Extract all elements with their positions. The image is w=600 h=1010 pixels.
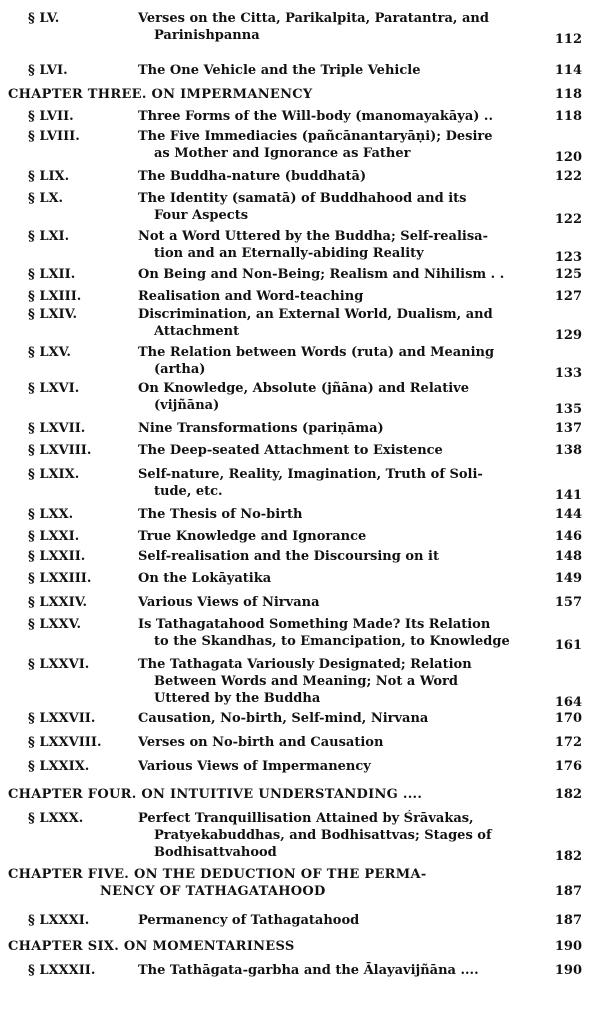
- section-number: § LXXX.: [28, 811, 84, 826]
- section-title: [138, 420, 546, 437]
- chapter-heading: [8, 86, 548, 103]
- section-title-line: Causation, No-birth, Self-mind, Nirvana: [138, 711, 429, 726]
- section-title-line: Pratyekabuddhas, and Bodhisattvas; Stages of: [154, 828, 492, 843]
- section-title-line: The Relation between Words (ruta) and Meaning: [138, 345, 495, 360]
- section-number: § LVI.: [28, 63, 68, 78]
- section-title: [138, 306, 546, 340]
- section-number: § LV.: [28, 11, 60, 26]
- section-title-line: to the Skandhas, to Emancipation, to Knowledge: [154, 634, 510, 649]
- page-number: 190: [554, 939, 582, 954]
- section-title: [138, 594, 546, 611]
- section-title: [138, 442, 546, 459]
- section-number: § LXXIX.: [28, 759, 90, 774]
- page-number: 118: [554, 87, 582, 102]
- section-number: § LXV.: [28, 345, 71, 360]
- section-title-line: as Mother and Ignorance as Father: [154, 146, 411, 161]
- section-title-line: True Knowledge and Ignorance: [138, 529, 367, 544]
- section-title-line: Discrimination, an External World, Dualism, and: [138, 307, 493, 322]
- section-number: § LVII.: [28, 109, 74, 124]
- section-title-line: The Identity (samatā) of Buddhahood and its: [138, 191, 467, 206]
- section-title: [138, 466, 546, 500]
- page-number: 182: [554, 787, 582, 802]
- chapter-heading-line: CHAPTER FIVE. ON THE DEDUCTION OF THE PERMA-: [8, 867, 427, 882]
- section-title: [138, 810, 546, 861]
- page-number: 164: [554, 695, 582, 710]
- section-title-line: The Buddha-nature (buddhatā): [138, 169, 367, 184]
- section-title: [138, 570, 546, 587]
- section-title: [138, 10, 546, 44]
- section-title: [138, 266, 546, 283]
- page-number: 125: [554, 267, 582, 282]
- section-number: § LXXVII.: [28, 711, 96, 726]
- page-number: 112: [554, 32, 582, 47]
- section-title-line: (vijñāna): [154, 398, 220, 413]
- page-number: 135: [554, 402, 582, 417]
- page-number: 148: [554, 549, 582, 564]
- page-number: 182: [554, 849, 582, 864]
- page-number: 122: [554, 169, 582, 184]
- section-number: § LXXIII.: [28, 571, 92, 586]
- section-number: § LXIX.: [28, 467, 80, 482]
- section-title-line: On the Lokāyatika: [138, 571, 272, 586]
- section-title-line: tude, etc.: [154, 484, 223, 499]
- page-number: 161: [554, 638, 582, 653]
- section-number: § LXIV.: [28, 307, 77, 322]
- section-title-line: Various Views of Impermanency: [138, 759, 371, 774]
- section-number: § LXXII.: [28, 549, 86, 564]
- section-title: [138, 128, 546, 162]
- page-number: 123: [554, 250, 582, 265]
- page-number: 146: [554, 529, 582, 544]
- page-number: 190: [554, 963, 582, 978]
- section-title: [138, 344, 546, 378]
- chapter-heading-line: NENCY OF TATHAGATAHOOD: [100, 884, 326, 899]
- section-title-line: Nine Transformations (pariṇāma): [138, 421, 384, 436]
- section-title-line: Bodhisattvahood: [154, 845, 277, 860]
- section-title-line: Uttered by the Buddha: [154, 691, 321, 706]
- section-title-line: The Deep-seated Attachment to Existence: [138, 443, 443, 458]
- page-number: 137: [554, 421, 582, 436]
- section-title-line: Is Tathagatahood Something Made? Its Relation: [138, 617, 491, 632]
- section-title-line: The One Vehicle and the Triple Vehicle: [138, 63, 421, 78]
- section-title-line: The Tathāgata-garbha and the Ālayavijñāna ....: [138, 963, 479, 978]
- section-title: [138, 758, 546, 775]
- chapter-heading: [8, 938, 548, 955]
- section-title: [138, 168, 546, 185]
- section-title: [138, 108, 546, 125]
- section-title-line: The Thesis of No-birth: [138, 507, 303, 522]
- section-title-line: The Tathagata Variously Designated; Relation: [138, 657, 472, 672]
- section-title: [138, 912, 546, 929]
- page-number: 122: [554, 212, 582, 227]
- section-number: § LXI.: [28, 229, 70, 244]
- section-title-line: Between Words and Meaning; Not a Word: [154, 674, 458, 689]
- chapter-heading-line: CHAPTER FOUR. ON INTUITIVE UNDERSTANDING ....: [8, 787, 423, 802]
- page-number: 114: [554, 63, 582, 78]
- section-title: [138, 710, 546, 727]
- section-title-line: The Five Immediacies (pañcānantaryāṇi); Desire: [138, 129, 493, 144]
- page-number: 133: [554, 366, 582, 381]
- page-number: 127: [554, 289, 582, 304]
- section-title-line: Self-realisation and the Discoursing on it: [138, 549, 439, 564]
- page-number: 129: [554, 328, 582, 343]
- section-number: § LXVII.: [28, 421, 86, 436]
- section-title: [138, 656, 546, 707]
- section-number: § LXXV.: [28, 617, 81, 632]
- section-title: [138, 288, 546, 305]
- section-title-line: Parinishpanna: [154, 28, 260, 43]
- section-title-line: Realisation and Word-teaching: [138, 289, 364, 304]
- page-number: 118: [554, 109, 582, 124]
- page-number: 176: [554, 759, 582, 774]
- page-number: 141: [554, 488, 582, 503]
- section-title: [138, 734, 546, 751]
- section-title-line: (artha): [154, 362, 206, 377]
- section-title: [138, 616, 546, 650]
- section-title-line: Self-nature, Reality, Imagination, Truth of Soli-: [138, 467, 483, 482]
- section-title: [138, 962, 546, 979]
- section-title-line: Permanency of Tathagatahood: [138, 913, 360, 928]
- section-number: § LVIII.: [28, 129, 80, 144]
- section-title-line: Three Forms of the Will-body (manomayakāya) ..: [138, 109, 493, 124]
- section-title-line: Verses on No-birth and Causation: [138, 735, 384, 750]
- section-title-line: Various Views of Nirvana: [138, 595, 320, 610]
- section-title-line: Attachment: [154, 324, 240, 339]
- section-number: § LX.: [28, 191, 64, 206]
- section-title: [138, 228, 546, 262]
- section-title: [138, 62, 546, 79]
- page-number: 144: [554, 507, 582, 522]
- section-number: § LXII.: [28, 267, 76, 282]
- section-number: § LXVI.: [28, 381, 80, 396]
- page-number: 157: [554, 595, 582, 610]
- section-number: § LXX.: [28, 507, 74, 522]
- section-title-line: On Knowledge, Absolute (jñāna) and Relative: [138, 381, 469, 396]
- page-number: 149: [554, 571, 582, 586]
- section-title: [138, 506, 546, 523]
- section-number: § LXVIII.: [28, 443, 92, 458]
- section-number: § LXXXI.: [28, 913, 90, 928]
- chapter-heading: [8, 866, 548, 900]
- page-number: 120: [554, 150, 582, 165]
- section-number: § LXXVI.: [28, 657, 90, 672]
- section-title-line: Not a Word Uttered by the Buddha; Self-realisa-: [138, 229, 488, 244]
- page-number: 187: [554, 913, 582, 928]
- section-title: [138, 380, 546, 414]
- section-number: § LXXIV.: [28, 595, 88, 610]
- section-title-line: Verses on the Citta, Parikalpita, Paratantra, and: [138, 11, 489, 26]
- section-title-line: tion and an Eternally-abiding Reality: [154, 246, 424, 261]
- section-title: [138, 190, 546, 224]
- section-title: [138, 528, 546, 545]
- section-number: § LXIII.: [28, 289, 82, 304]
- section-title-line: Perfect Tranquillisation Attained by Śrāvakas,: [138, 811, 474, 826]
- chapter-heading: [8, 786, 548, 803]
- section-number: § LXXI.: [28, 529, 80, 544]
- chapter-heading-line: CHAPTER SIX. ON MOMENTARINESS: [8, 939, 295, 954]
- page-number: 138: [554, 443, 582, 458]
- section-number: § LIX.: [28, 169, 70, 184]
- section-title-line: On Being and Non-Being; Realism and Nihilism . .: [138, 267, 505, 282]
- page-number: 172: [554, 735, 582, 750]
- chapter-heading-line: CHAPTER THREE. ON IMPERMANENCY: [8, 87, 313, 102]
- section-title: [138, 548, 546, 565]
- section-number: § LXXVIII.: [28, 735, 102, 750]
- section-number: § LXXXII.: [28, 963, 96, 978]
- section-title-line: Four Aspects: [154, 208, 249, 223]
- page-number: 170: [554, 711, 582, 726]
- page-number: 187: [554, 884, 582, 899]
